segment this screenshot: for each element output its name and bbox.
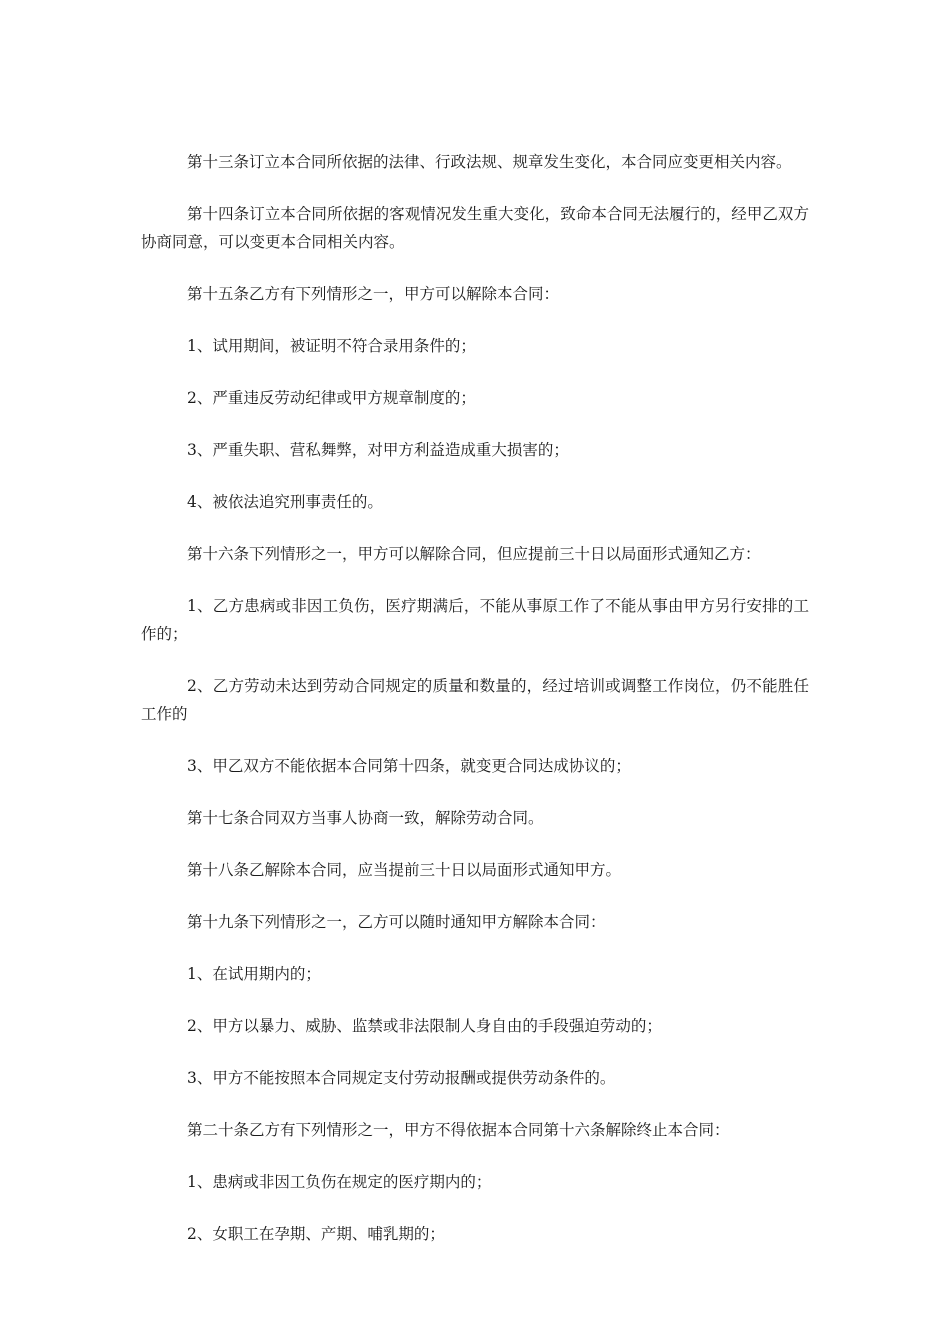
list-item: 1、试用期间，被证明不符合录用条件的； — [187, 337, 476, 355]
list-item: 2、女职工在孕期、产期、哺乳期的； — [187, 1225, 445, 1243]
list-item: 1、患病或非因工负伤在规定的医疗期内的； — [187, 1173, 492, 1191]
list-item: 2、乙方劳动未达到劳动合同规定的质量和数量的，经过培训或调整工作岗位，仍不能胜任工作的 — [141, 677, 809, 723]
paragraph-article-18: 第十八条乙解除本合同，应当提前三十日以局面形式通知甲方。 — [187, 861, 622, 879]
list-item: 3、严重失职、营私舞弊，对甲方利益造成重大损害的； — [187, 441, 569, 459]
paragraph-article-20: 第二十条乙方有下列情形之一，甲方不得依据本合同第十六条解除终止本合同： — [187, 1121, 730, 1139]
list-item: 1、在试用期内的； — [187, 965, 321, 983]
list-item: 2、严重违反劳动纪律或甲方规章制度的； — [187, 389, 476, 407]
document-body — [141, 148, 809, 1272]
paragraph-article-13: 第十三条订立本合同所依据的法律、行政法规、规章发生变化，本合同应变更相关内容。 — [187, 153, 792, 171]
paragraph-article-16: 第十六条下列情形之一，甲方可以解除合同，但应提前三十日以局面形式通知乙方： — [187, 545, 761, 563]
paragraph-article-15: 第十五条乙方有下列情形之一，甲方可以解除本合同： — [187, 285, 560, 303]
list-item: 2、甲方以暴力、威胁、监禁或非法限制人身自由的手段强迫劳动的； — [187, 1017, 662, 1035]
list-item: 3、甲方不能按照本合同规定支付劳动报酬或提供劳动条件的。 — [187, 1069, 616, 1087]
paragraph-article-17: 第十七条合同双方当事人协商一致，解除劳动合同。 — [187, 809, 544, 827]
paragraph-article-19: 第十九条下列情形之一，乙方可以随时通知甲方解除本合同： — [187, 913, 606, 931]
list-item: 3、甲乙双方不能依据本合同第十四条，就变更合同达成协议的； — [187, 757, 631, 775]
list-item: 4、被依法追究刑事责任的。 — [187, 493, 383, 511]
paragraph-article-14: 第十四条订立本合同所依据的客观情况发生重大变化，致命本合同无法履行的，经甲乙双方协商同意，可以变更本合同相关内容。 — [141, 205, 809, 251]
list-item: 1、乙方患病或非因工负伤，医疗期满后，不能从事原工作了不能从事由甲方另行安排的工作的； — [141, 597, 809, 643]
